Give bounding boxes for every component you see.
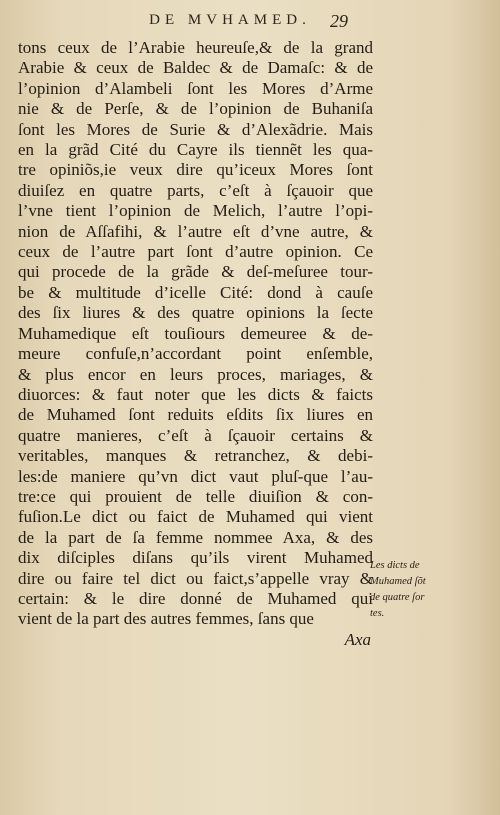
text-line: ceux de l’autre part ſont d’autre opinion. Ce <box>18 242 373 262</box>
text-line: tons ceux de l’Arabie heureuſe,& de la grand <box>18 38 373 57</box>
catchword: Axa <box>344 629 371 649</box>
text-line: en la grãd Cité du Cayre ils tiennẽt les qua- <box>18 140 373 160</box>
text-line: dire ou faire tel dict ou faict,s’appelle vray & <box>18 568 373 588</box>
text-line: be & multitude d’icelle Cité: dond à cauſe <box>18 282 373 302</box>
running-title: DE MVHAMED. <box>149 12 311 28</box>
text-line: & plus encor en leurs proces, mariages, & <box>18 364 373 384</box>
text-line: ſont les Mores de Surie & d’Alexãdrie. Mais <box>18 119 373 139</box>
text-line: vient de la part des autres femmes, ſans que <box>18 609 314 629</box>
text-line: diuorces: & faut noter que les dicts & faicts <box>18 384 373 404</box>
text-line: les:de maniere qu’vn dict vaut pluſ-que l’au- <box>18 466 373 486</box>
text-line: veritables, manques & retranchez, & debi- <box>18 446 373 466</box>
text-line: Arabie & ceux de Baldec & de Damaſc: & de <box>18 58 373 78</box>
text-line: de la part de ſa femme nommee Axa, & des <box>18 527 373 547</box>
text-line: diuiſez en quatre parts, c’eſt à ſçauoir que <box>18 180 373 200</box>
text-line: nie & de Perſe, & de l’opinion de Buhaniſa <box>18 99 373 119</box>
page-number: 29 <box>330 11 348 31</box>
text-line: des ſix liures & des quatre opinions la ſecte <box>18 303 373 323</box>
text-line: tre:ce qui prouient de telle diuiſion & con- <box>18 486 373 506</box>
text-line: nion de Aſſafihi, & l’autre eſt d’vne autre, & <box>18 221 373 241</box>
margin-note-line: tes. <box>370 608 385 619</box>
text-line: dix diſciples diſans qu’ils virent Muhamed <box>18 548 373 568</box>
margin-note-line: Muhamed ſõt <box>370 576 426 587</box>
text-line: qui procede de la grãde & deſ-meſuree tour- <box>18 262 373 282</box>
margin-note <box>370 558 460 622</box>
text-line: l’vne tient l’opinion de Melich, l’autre l’opi- <box>18 201 373 221</box>
margin-note-line: de quatre ſor <box>370 592 425 603</box>
body-text <box>18 38 373 650</box>
text-line: l’opinion d’Alambeli ſont les Mores d’Arme <box>18 78 373 98</box>
margin-note-line: Les dicts de <box>370 560 420 571</box>
text-line: meure confuſe,n’accordant point enſemble, <box>18 344 373 364</box>
text-line: fuſion.Le dict ou faict de Muhamed qui vient <box>18 507 373 527</box>
text-line: de Muhamed ſont reduits eſdits ſix liures en <box>18 405 373 425</box>
text-line: quatre manieres, c’eſt à ſçauoir certains & <box>18 425 373 445</box>
text-line: certain: & le dire donné de Muhamed qui <box>18 588 373 608</box>
text-line: tre opiniõs,ie veux dire qu’iceux Mores ſont <box>18 160 373 180</box>
text-line: Muhamedique eſt touſiours demeuree & de- <box>18 323 373 343</box>
